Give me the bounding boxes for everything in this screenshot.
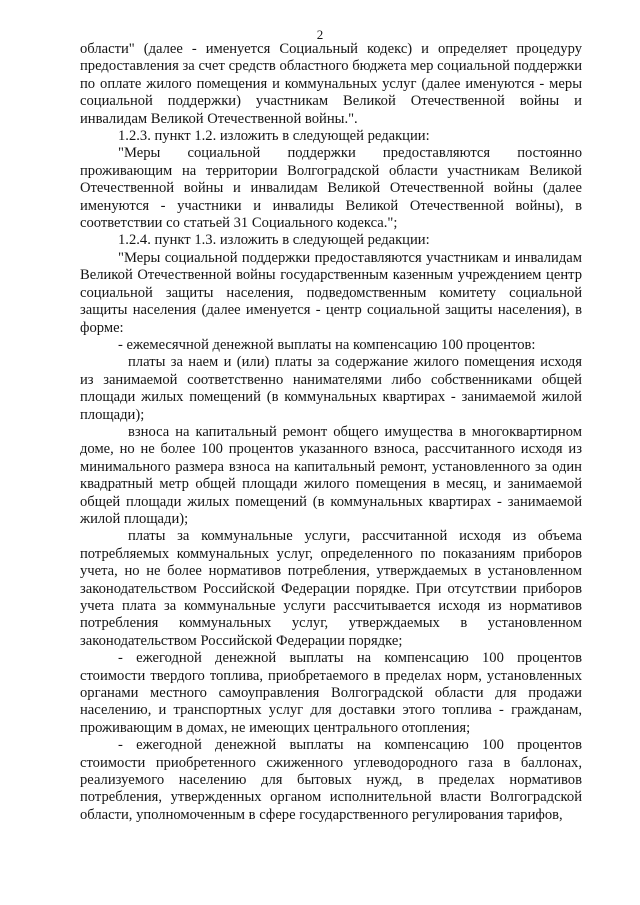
paragraph-8: взноса на капитальный ремонт общего имущества в многоквартирном доме, но не более 100 процентов указанного взноса, рассчитанного исходя из минимального размера взноса на капитальный ремонт, установленного за один квадратный метр общей площади жилого помещения в месяц, и занимаемой общей площади жилых помещений (в коммунальных квартирах - занимаемой жилой площади);	[80, 423, 582, 527]
paragraph-10: - ежегодной денежной выплаты на компенсацию 100 процентов стоимости твердого топлива, приобретаемого в пределах норм, установленных органами местного самоуправления Волгоградской области для продажи населению, и транспортных услуг для доставки этого топлива - гражданам, проживающим в домах, не имеющих центрального отопления;	[80, 650, 582, 736]
paragraph-2: 1.2.3. пункт 1.2. изложить в следующей редакции:	[118, 128, 430, 145]
paragraph-5: "Меры социальной поддержки предоставляются участникам и инвалидам Великой Отечественной войны государственным казенным учреждением центр социальной защиты населения, подведомственным комитету социальной защиты населения (далее именуется - центр социальной защиты населения), в форме:	[80, 249, 582, 336]
paragraph-9: платы за коммунальные услуги, рассчитанной исходя из объема потребляемых коммунальных услуг, определенного по показаниям приборов учета, но не более нормативов потребления, утверждаемых в установленном законодательством Российской Федерации порядке. При отсутствии приборов учета плата за коммунальные услуги рассчитывается исходя из нормативов потребления коммунальных услуг, утверждаемых в установленном законодательством Российской Федерации порядке;	[80, 528, 582, 649]
page-number: 2	[316, 27, 324, 42]
paragraph-4: 1.2.4. пункт 1.3. изложить в следующей редакции:	[118, 232, 430, 249]
paragraph-11: - ежегодной денежной выплаты на компенсацию 100 процентов стоимости приобретенного сжиженного углеводородного газа в баллонах, реализуемого населению для бытовых нужд, в пределах нормативов потребления, утвержденных органом исполнительной власти Волгоградской области, уполномоченным в сфере государственного регулирования тарифов,	[80, 737, 582, 823]
paragraph-6: - ежемесячной денежной выплаты на компенсацию 100 процентов:	[118, 336, 536, 353]
paragraph-1: области" (далее - именуется Социальный кодекс) и определяет процедуру предоставления за счет средств областного бюджета мер социальной поддержки по оплате жилого помещения и коммунальных услуг (далее именуются - меры социальной поддержки) участникам Великой Отечественной войны и инвалидам Великой Отечественной войны.".	[80, 41, 582, 127]
paragraph-7: платы за наем и (или) платы за содержание жилого помещения исходя из занимаемой соответственно нанимателями либо собственниками общей площади жилых помещений (в коммунальных квартирах - занимаемой жилой площади);	[80, 354, 582, 423]
paragraph-3: "Меры социальной поддержки предоставляются постоянно проживающим на территории Волгоградской области участникам Великой Отечественной войны и инвалидам Великой Отечественной войны (далее именуются - участники и инвалиды Великой Отечественной войны), в соответствии со статьей 31 Социального кодекса.";	[80, 145, 582, 232]
document-body	[80, 41, 582, 824]
